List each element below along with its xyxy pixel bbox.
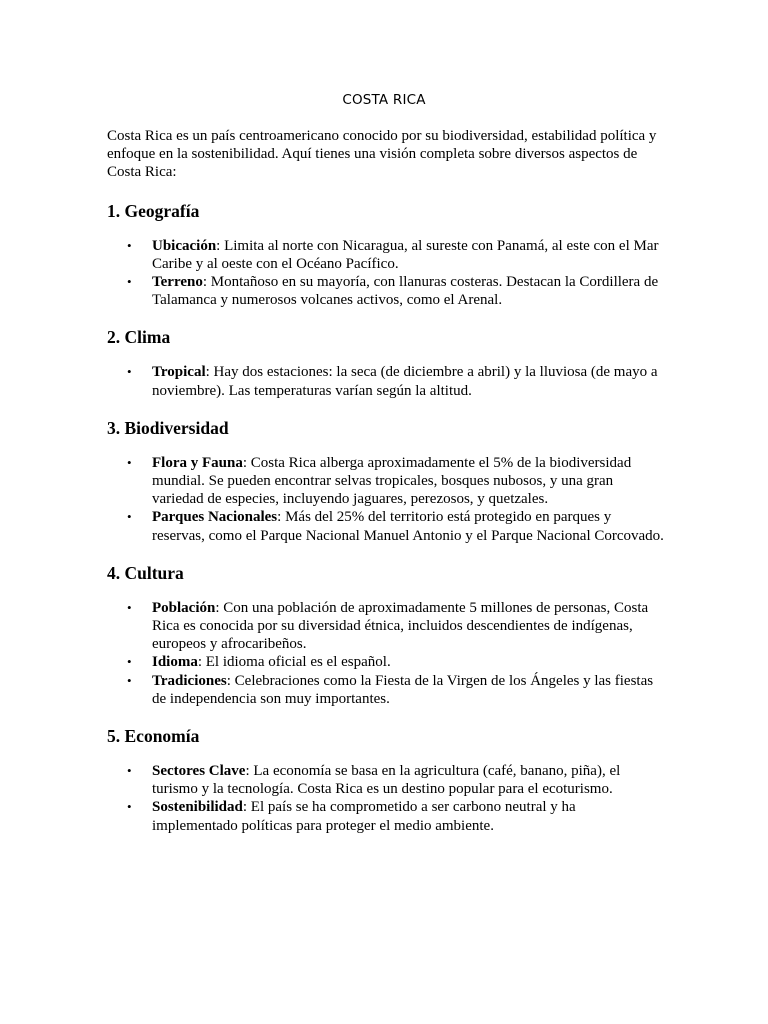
section-heading: 1. Geografía: [107, 200, 200, 221]
item-text: : Costa Rica alberga aproximadamente el 5% de la biodiversidad mundial. Se pueden encontrar selvas tropicales, bosques nubosos, y una gran variedad de especies, incluyendo jaguares, perezosos, y quetzales.: [152, 454, 632, 508]
item-term: Flora y Fauna: [152, 454, 243, 471]
section-cultura: [107, 562, 665, 708]
intro-paragraph: Costa Rica es un país centroamericano conocido por su biodiversidad, estabilidad política y enfoque en la sostenibilidad. Aquí tienes una visión completa sobre diversos aspectos de Costa Rica:: [107, 128, 657, 181]
section-heading: 3. Biodiversidad: [107, 417, 229, 438]
item-term: Sostenibilidad: [152, 799, 243, 816]
bullet-icon: •: [127, 509, 132, 525]
list-item: [107, 273, 665, 309]
item-text: : La economía se basa en la agricultura (café, banano, piña), el turismo y la tecnología. Costa Rica es un destino popular para el ecoturismo.: [152, 763, 621, 798]
item-text: : Montañoso en su mayoría, con llanuras costeras. Destacan la Cordillera de Talamanca y numerosos volcanes activos, como el Arenal.: [152, 274, 659, 309]
item-term: Terreno: [152, 274, 203, 291]
list-item: [107, 363, 665, 399]
section-heading: 4. Cultura: [107, 562, 184, 583]
item-term: Sectores Clave: [152, 763, 246, 780]
list-item: [107, 672, 665, 708]
item-term: Población: [152, 599, 216, 616]
list-item: [107, 762, 665, 798]
bullet-icon: •: [127, 799, 132, 815]
bullet-list: [107, 454, 665, 545]
list-item: [107, 508, 665, 544]
bullet-list: [107, 363, 665, 399]
document-title: COSTA RICA: [342, 92, 426, 108]
section-clima: [107, 326, 665, 399]
section-heading: 2. Clima: [107, 327, 171, 348]
bullet-icon: •: [127, 654, 132, 670]
item-text: : Limita al norte con Nicaragua, al sureste con Panamá, al este con el Mar Caribe y al oeste con el Océano Pacífico.: [152, 237, 659, 272]
item-text: : Con una población de aproximadamente 5 millones de personas, Costa Rica es conocida por su diversidad étnica, incluidos descendientes de indígenas, europeos y afrocaribeños.: [152, 599, 649, 653]
list-item: [107, 653, 665, 671]
item-term: Tradiciones: [152, 672, 227, 689]
list-item: [107, 599, 665, 654]
item-term: Tropical: [152, 364, 206, 381]
bullet-icon: •: [127, 763, 132, 779]
bullet-icon: •: [127, 454, 132, 470]
bullet-icon: •: [127, 672, 132, 688]
section-geografia: [107, 200, 665, 310]
bullet-icon: •: [127, 274, 132, 290]
bullet-list: [107, 237, 665, 310]
bullet-list: [107, 599, 665, 708]
section-heading: 5. Economía: [107, 726, 200, 747]
bullet-icon: •: [127, 599, 132, 615]
bullet-icon: •: [127, 237, 132, 253]
item-term: Parques Nacionales: [152, 509, 278, 526]
item-text: : El idioma oficial es el español.: [197, 654, 391, 671]
item-text: : Más del 25% del territorio está protegido en parques y reservas, como el Parque Nacional Manuel Antonio y el Parque Nacional Corcovado.: [152, 509, 664, 544]
bullet-list: [107, 762, 665, 835]
item-text: : Celebraciones como la Fiesta de la Virgen de los Ángeles y las fiestas de independencia son muy importantes.: [152, 672, 654, 707]
bullet-icon: •: [127, 364, 132, 380]
document-body: [107, 127, 665, 835]
item-text: : Hay dos estaciones: la seca (de diciembre a abril) y la lluviosa (de mayo a noviembre). Las temperaturas varían según la altitud.: [152, 364, 658, 399]
item-term: Ubicación: [152, 237, 217, 254]
item-text: : El país se ha comprometido a ser carbono neutral y ha implementado políticas para proteger el medio ambiente.: [152, 799, 576, 834]
list-item: [107, 454, 665, 509]
list-item: [107, 798, 665, 834]
list-item: [107, 237, 665, 273]
section-economia: [107, 725, 665, 835]
section-biodiversidad: [107, 417, 665, 545]
item-term: Idioma: [152, 654, 198, 671]
